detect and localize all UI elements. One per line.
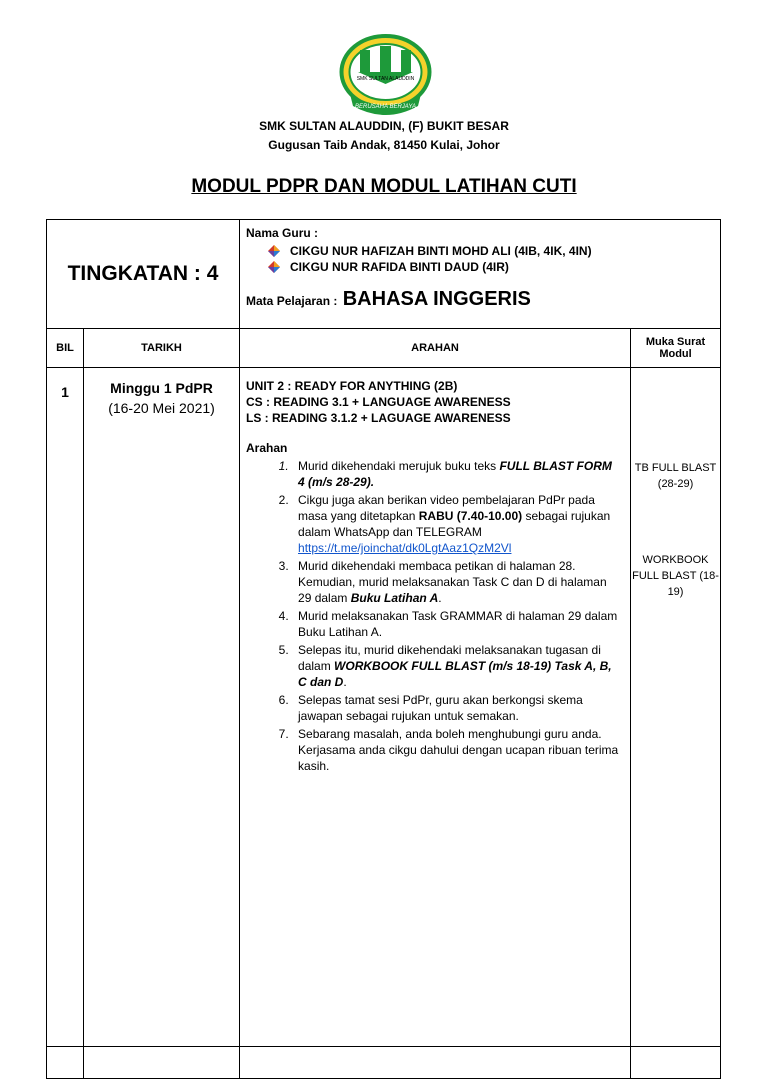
empty-row <box>47 1047 721 1079</box>
instruction-item <box>292 458 620 490</box>
teacher-name: CIKGU NUR HAFIZAH BINTI MOHD ALI (4IB, 4IK, 4IN) <box>290 244 592 258</box>
subject-label: Mata Pelajaran : <box>246 294 338 308</box>
week-label: Minggu 1 PdPR <box>110 380 213 396</box>
subject-line <box>246 288 712 311</box>
row-bil: 1 <box>47 368 84 1047</box>
instruction-text: Murid dikehendaki merujuk buku teks <box>298 459 500 473</box>
instruction-emphasis: RABU (7.40-10.00) <box>418 509 523 523</box>
instruction-text: . <box>438 591 442 605</box>
instruction-list <box>246 458 620 774</box>
subject-name: BAHASA INGGERIS <box>342 288 531 310</box>
instruction-item <box>292 492 620 556</box>
teacher-item <box>268 260 712 274</box>
cs-line: CS : READING 3.1 + LANGUAGE AWARENESS <box>246 395 511 409</box>
instruction-item <box>292 692 620 724</box>
instruction-text: Selepas tamat sesi PdPr, guru akan berkongsi skema jawapan sebagai rujukan untuk semakan. <box>298 693 583 723</box>
row-arahan <box>240 368 631 1047</box>
col-header-arahan: ARAHAN <box>240 329 631 368</box>
col-header-muka-surat: Muka Surat Modul <box>631 329 721 368</box>
empty-cell <box>84 1047 240 1079</box>
module-title: MODUL PDPR DAN MODUL LATIHAN CUTI <box>191 176 577 197</box>
row-muka-surat <box>631 368 721 1047</box>
empty-cell <box>631 1047 721 1079</box>
school-logo <box>338 32 433 120</box>
logo-name: SMK SULTAN ALAUDDIN <box>356 76 415 82</box>
diamond-bullet-icon <box>268 261 280 273</box>
teacher-item <box>268 244 712 258</box>
header-row <box>47 329 721 368</box>
diamond-bullet-icon <box>268 245 280 257</box>
instruction-emphasis: FULL BLAST FORM 4 (m/s 28-29). <box>298 459 612 489</box>
date-range: (16-20 Mei 2021) <box>108 400 215 416</box>
unit-line: UNIT 2 : READY FOR ANYTHING (2B) <box>246 379 458 393</box>
tingkatan-label: TINGKATAN : 4 <box>47 220 240 329</box>
school-address: Gugusan Taib Andak, 81450 Kulai, Johor <box>268 138 500 152</box>
row-tarikh <box>84 368 240 1047</box>
instruction-text: Murid dikehendaki membaca petikan di halaman 28. Kemudian, murid melaksanakan Task C dan D di halaman 29 dalam <box>298 559 607 605</box>
textbook-pages: TB FULL BLAST (28-29) <box>634 462 717 490</box>
nama-guru-label: Nama Guru : <box>246 226 319 240</box>
empty-cell <box>240 1047 631 1079</box>
instruction-text: . <box>343 675 347 689</box>
telegram-link[interactable]: https://t.me/joinchat/dk0LgtAaz1QzM2Vl <box>298 541 512 555</box>
logo-motto: BERUSAHA BERJAYA <box>354 104 417 110</box>
instruction-item <box>292 642 620 690</box>
instruction-item <box>292 608 620 640</box>
info-row <box>47 220 721 329</box>
info-cell <box>240 220 721 329</box>
instruction-text: Selepas itu, murid dikehendaki melaksanakan tugasan di dalam <box>298 643 601 673</box>
instruction-text: sebagai rujukan dalam WhatsApp dan TELEGRAM <box>298 509 611 539</box>
instruction-text: Murid melaksanakan Task GRAMMAR di halaman 29 dalam Buku Latihan A. <box>298 609 618 639</box>
workbook-pages: WORKBOOK FULL BLAST (18-19) <box>632 554 719 598</box>
teacher-name: CIKGU NUR RAFIDA BINTI DAUD (4IR) <box>290 260 509 274</box>
col-header-bil: BIL <box>47 329 84 368</box>
arahan-heading: Arahan <box>246 441 288 455</box>
instruction-text: Cikgu juga akan berikan video pembelajaran PdPr pada masa yang ditetapkan <box>298 493 595 523</box>
instruction-item <box>292 558 620 606</box>
col-header-tarikh: TARIKH <box>84 329 240 368</box>
table-row <box>47 368 721 1047</box>
empty-cell <box>47 1047 84 1079</box>
instruction-text: Sebarang masalah, anda boleh menghubungi guru anda. Kerjasama anda cikgu dahului dengan ucapan ribuan terima kasih. <box>298 727 619 773</box>
instruction-emphasis: WORKBOOK FULL BLAST (m/s 18-19) Task A, B, C dan D <box>298 659 612 689</box>
school-name: SMK SULTAN ALAUDDIN, (F) BUKIT BESAR <box>259 119 509 133</box>
ls-line: LS : READING 3.1.2 + LAGUAGE AWARENESS <box>246 411 511 425</box>
instruction-emphasis: Buku Latihan A <box>350 591 439 605</box>
module-table <box>46 219 721 1079</box>
instruction-item <box>292 726 620 774</box>
